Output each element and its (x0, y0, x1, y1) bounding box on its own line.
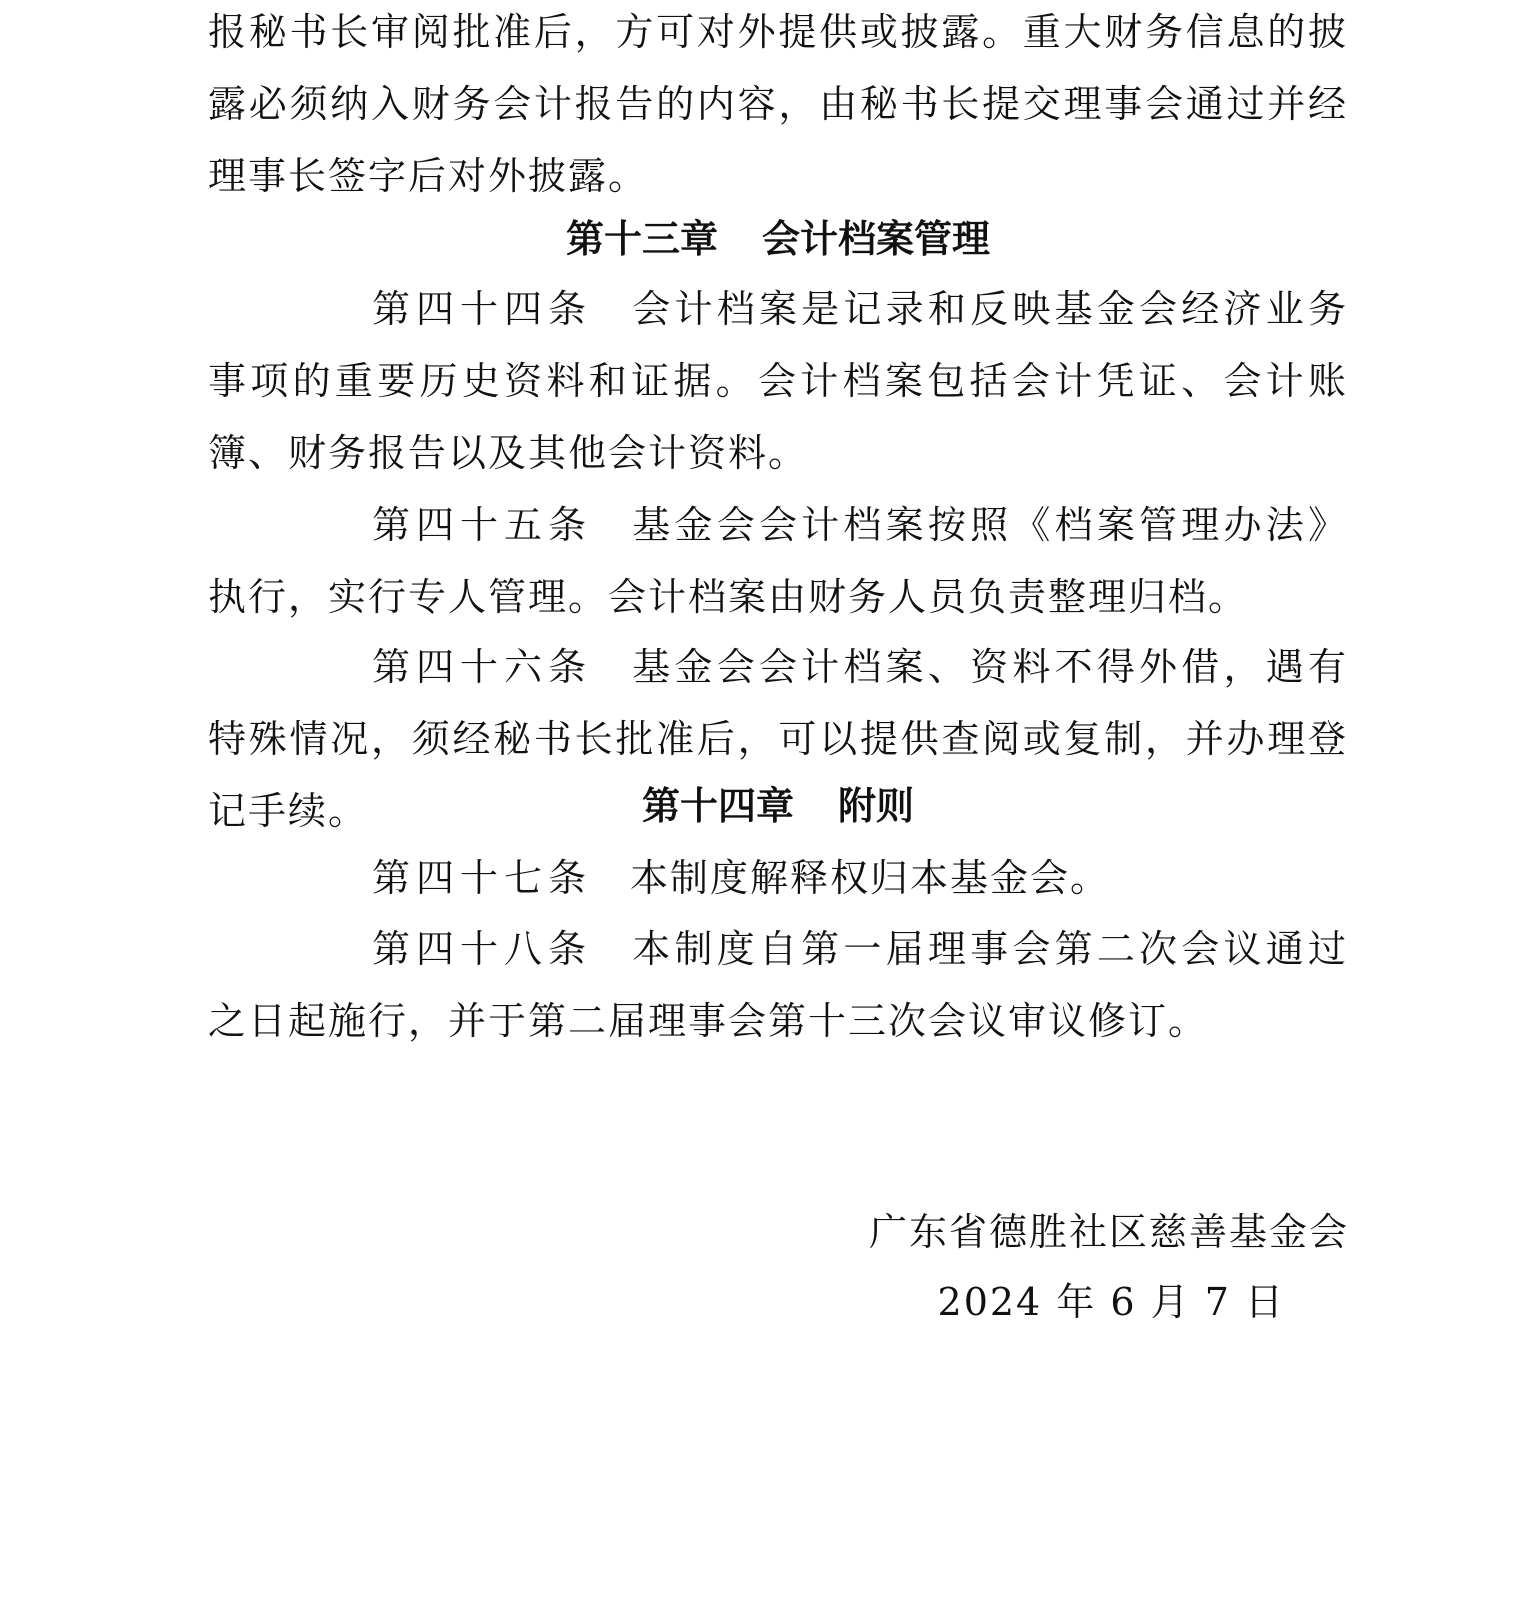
continuation-paragraph: 报秘书长审阅批准后，方可对外提供或披露。重大财务信息的披露必须纳入财务会计报告的内容，由秘书长提交理事会通过并经理事长签字后对外披露。 (208, 10, 1348, 198)
chapter-14-title: 附则 (838, 784, 915, 828)
article-45-label: 第四十五条 (372, 503, 593, 547)
article-48-label: 第四十八条 (372, 927, 593, 971)
article-44-text: 会计档案是记录和反映基金会经济业务事项的重要历史资料和证据。会计档案包括会计凭证、会计账簿、财务报告以及其他会计资料。 (208, 287, 1348, 475)
chapter-14-heading (208, 770, 1348, 842)
article-45-text: 基金会会计档案按照《档案管理办法》执行，实行专人管理。会计档案由财务人员负责整理归档。 (208, 503, 1348, 619)
article-44 (208, 273, 1348, 489)
chapter-13-number: 第十三章 (565, 217, 718, 261)
article-44-label: 第四十四条 (372, 287, 593, 331)
article-46-text: 基金会会计档案、资料不得外借，遇有特殊情况，须经秘书长批准后，可以提供查阅或复制，并办理登记手续。 (208, 645, 1348, 833)
article-47-label: 第四十七条 (372, 856, 593, 900)
article-48 (208, 913, 1348, 1057)
chapter-14-number: 第十四章 (641, 784, 794, 828)
article-47 (208, 842, 1348, 914)
article-45 (208, 489, 1348, 633)
chapter-13-heading (208, 203, 1348, 275)
signature-organization: 广东省德胜社区慈善基金会 (868, 1210, 1349, 1254)
article-46-label: 第四十六条 (372, 645, 593, 689)
chapter-13-title: 会计档案管理 (762, 217, 991, 261)
signature-date: 2024 年 6 月 7 日 (937, 1280, 1285, 1324)
article-48-text: 本制度自第一届理事会第二次会议通过之日起施行，并于第二届理事会第十三次会议审议修订。 (208, 927, 1348, 1043)
article-47-text: 本制度解释权归本基金会。 (630, 856, 1111, 900)
